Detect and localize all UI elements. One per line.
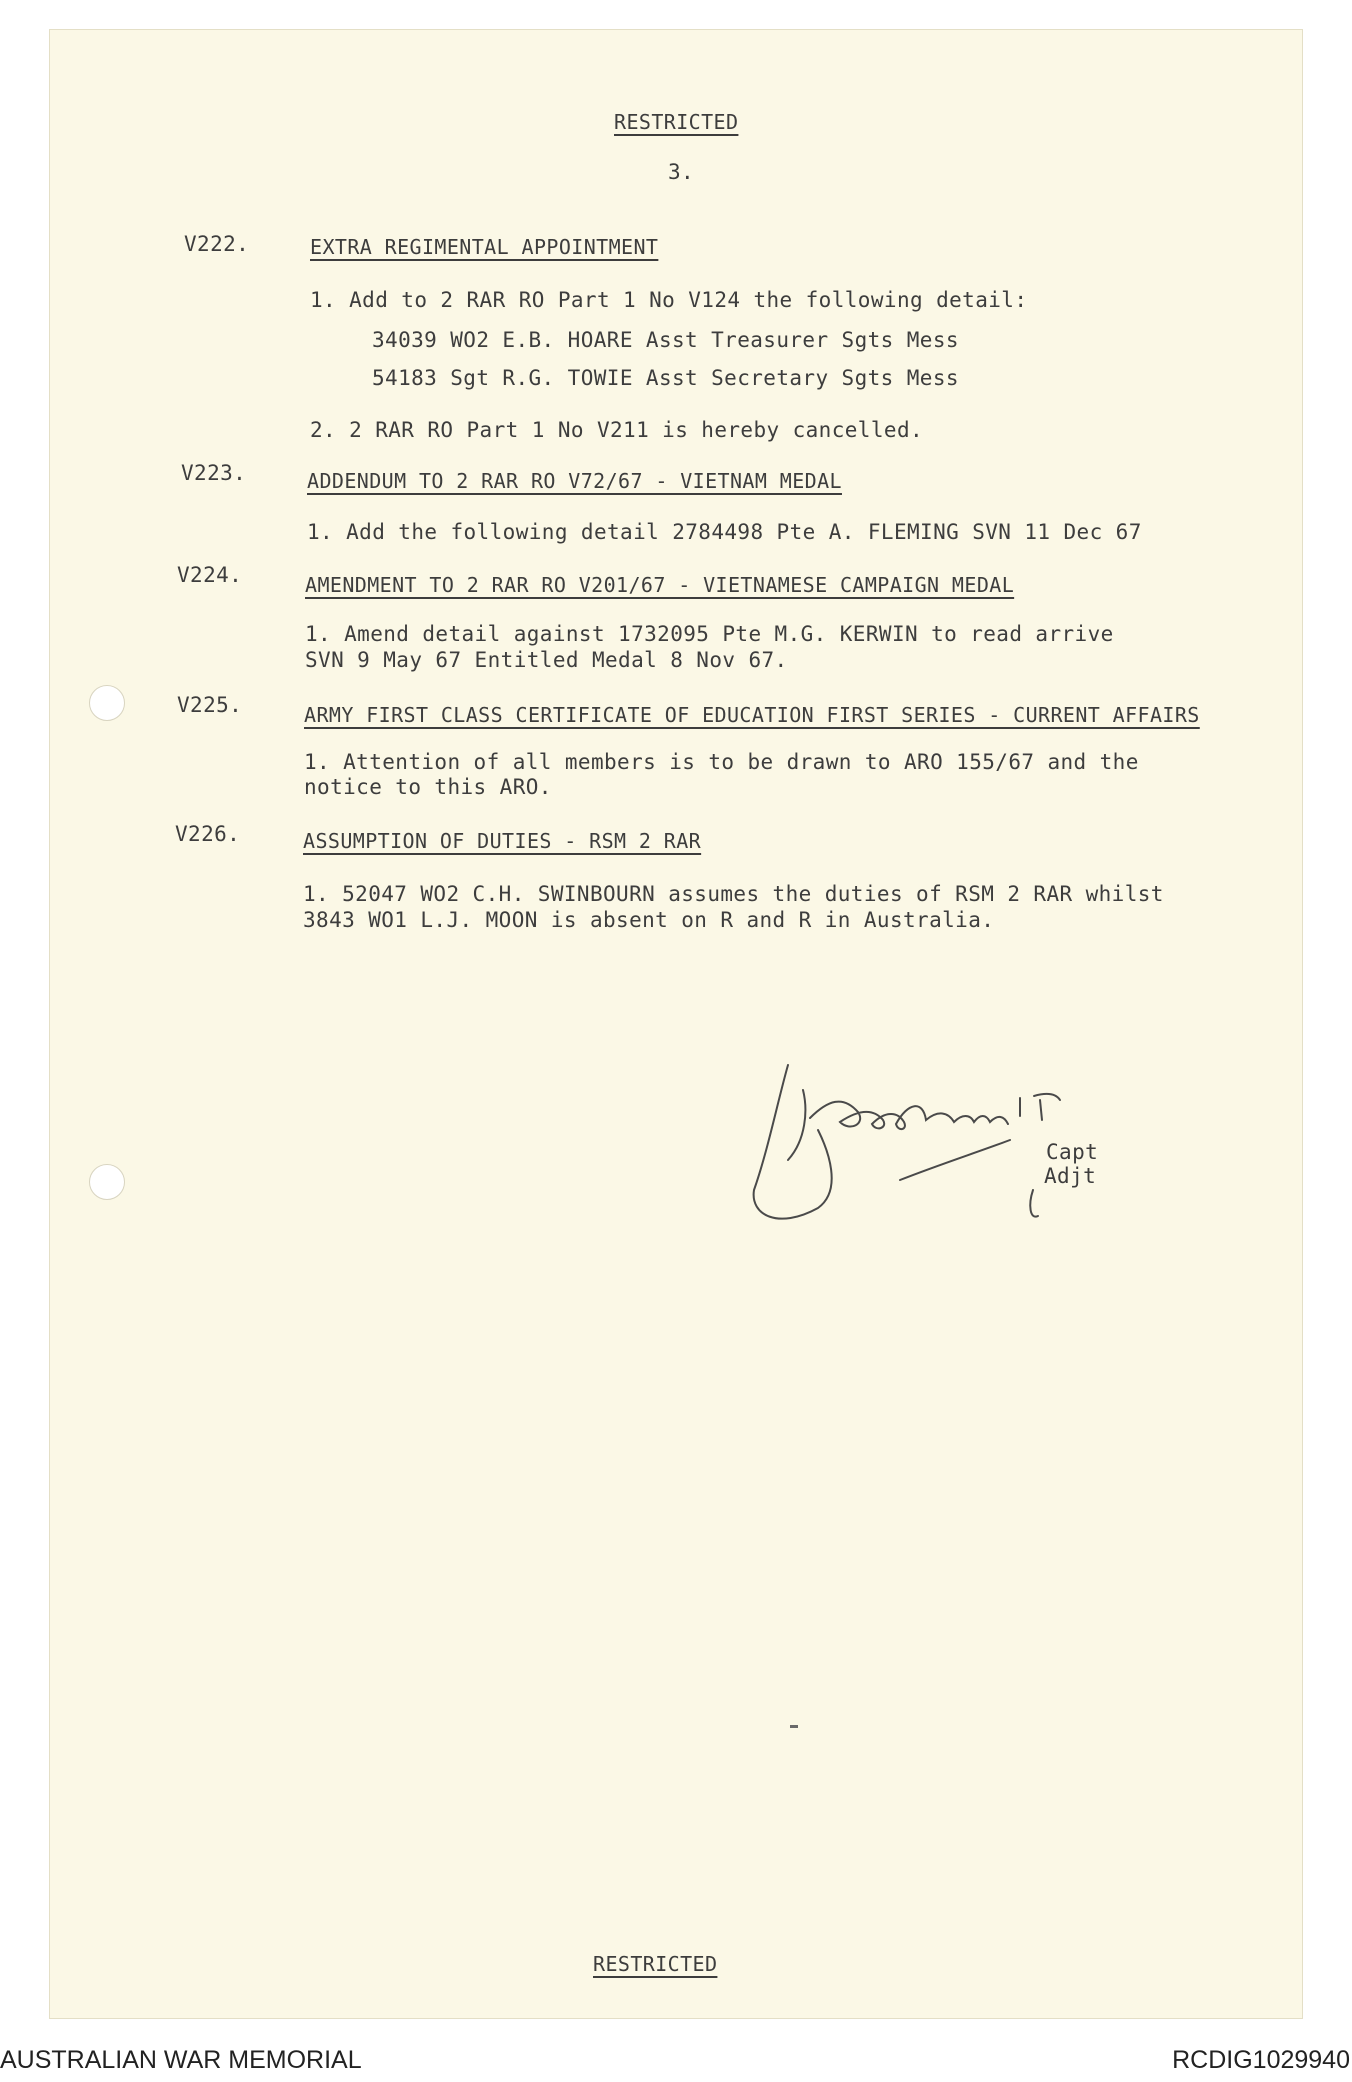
- section-heading: ASSUMPTION OF DUTIES - RSM 2 RAR: [303, 829, 702, 853]
- section-line: 1. 52047 WO2 C.H. SWINBOURN assumes the duties of RSM 2 RAR whilst: [303, 882, 1164, 906]
- stray-mark: [790, 1725, 798, 1728]
- classification-top: RESTRICTED: [614, 110, 739, 134]
- section-code: V224.: [177, 563, 243, 587]
- section-line: SVN 9 May 67 Entitled Medal 8 Nov 67.: [305, 648, 788, 672]
- section-code: V226.: [175, 822, 241, 846]
- section-line: notice to this ARO.: [304, 775, 552, 799]
- section-line: 1. Amend detail against 1732095 Pte M.G. KERWIN to read arrive: [305, 622, 1114, 646]
- section-heading: ADDENDUM TO 2 RAR RO V72/67 - VIETNAM MEDAL: [307, 469, 842, 493]
- section-heading: EXTRA REGIMENTAL APPOINTMENT: [310, 235, 659, 259]
- archive-credit: AUSTRALIAN WAR MEMORIAL: [0, 2046, 362, 2074]
- signatory-rank: Capt: [1046, 1140, 1099, 1164]
- punch-hole-top: [89, 685, 125, 721]
- section-code: V225.: [177, 693, 243, 717]
- section-line: 3843 WO1 L.J. MOON is absent on R and R in Australia.: [303, 908, 995, 932]
- section-heading: ARMY FIRST CLASS CERTIFICATE OF EDUCATION FIRST SERIES - CURRENT AFFAIRS: [304, 703, 1200, 727]
- archive-reference: RCDIG1029940: [1172, 2046, 1350, 2074]
- punch-hole-bottom: [89, 1164, 125, 1200]
- classification-bottom: RESTRICTED: [593, 1952, 718, 1976]
- section-code: V223.: [181, 461, 247, 485]
- section-line: 54183 Sgt R.G. TOWIE Asst Secretary Sgts Mess: [372, 366, 959, 390]
- section-heading: AMENDMENT TO 2 RAR RO V201/67 - VIETNAMESE CAMPAIGN MEDAL: [305, 573, 1015, 597]
- signatory-appointment: Adjt: [1044, 1164, 1097, 1188]
- section-line: 1. Add the following detail 2784498 Pte A. FLEMING SVN 11 Dec 67: [307, 520, 1142, 544]
- section-line: 1. Add to 2 RAR RO Part 1 No V124 the following detail:: [310, 288, 1028, 312]
- section-line: 2. 2 RAR RO Part 1 No V211 is hereby cancelled.: [310, 418, 924, 442]
- section-line: 1. Attention of all members is to be drawn to ARO 155/67 and the: [304, 750, 1139, 774]
- section-code: V222.: [184, 232, 250, 256]
- page-number: 3.: [668, 160, 695, 184]
- section-line: 34039 WO2 E.B. HOARE Asst Treasurer Sgts Mess: [372, 328, 959, 352]
